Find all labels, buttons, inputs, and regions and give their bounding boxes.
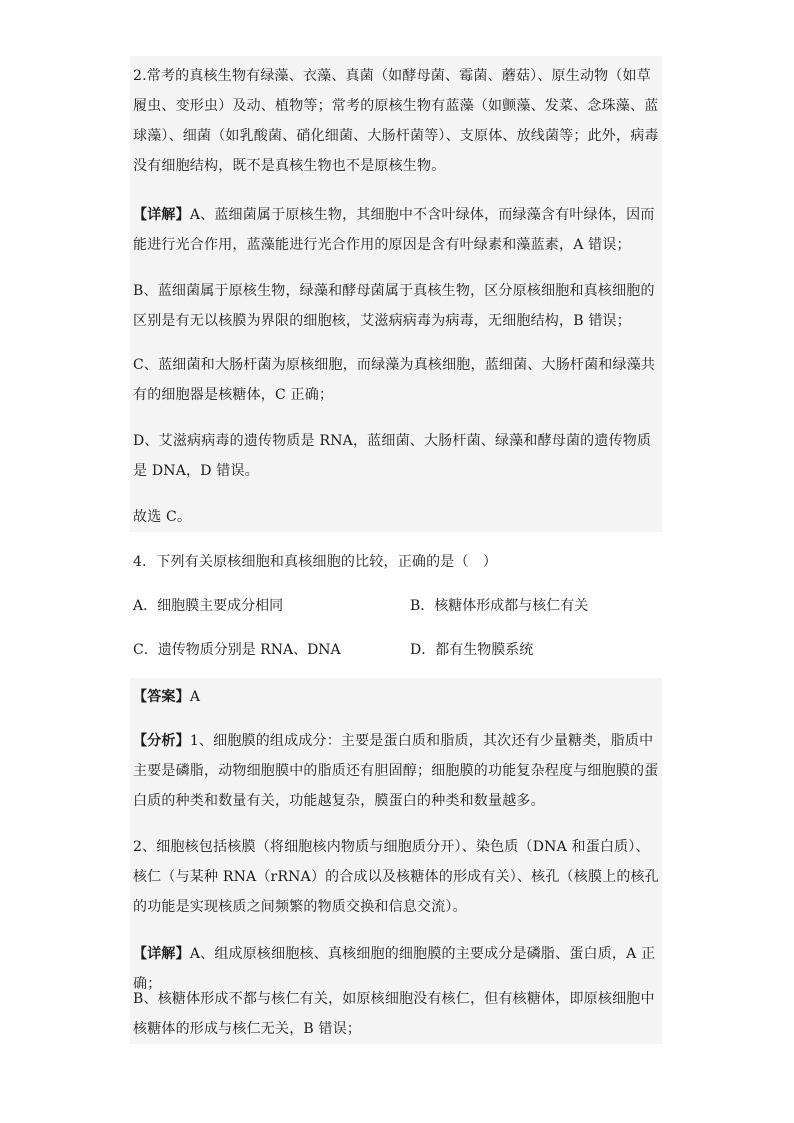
detail-a-paragraph [133, 200, 661, 260]
question-stem: 4．下列有关原核细胞和真核细胞的比较，正确的是（ ） [133, 554, 498, 570]
detail-c-paragraph: C、蓝细菌和大肠杆菌为原核细胞，而绿藻为真核细胞，蓝细菌、大肠杆菌和绿藻共有的细胞器是核糖体，C 正确； [133, 357, 656, 403]
option-b: B．核糖体形成都与核仁有关 [410, 598, 589, 614]
detail-d-paragraph: D、艾滋病病毒的遗传物质是 RNA，蓝细菌、大肠杆菌、绿藻和酵母菌的遗传物质是 DNA，D 错误。 [133, 433, 652, 479]
analysis-point-1 [133, 726, 661, 816]
option-c: C．遗传物质分别是 RNA、DNA [133, 642, 341, 658]
conclusion: 故选 C。 [133, 509, 192, 525]
answer-line [133, 682, 661, 712]
analysis-1-text: 1、细胞膜的组成成分：主要是蛋白质和脂质，其次还有少量糖类，脂质中主要是磷脂，动物细胞膜中的脂质还有胆固醇；细胞膜的功能复杂程度与细胞膜的蛋白质的种类和数量有关，功能越复杂，膜蛋白的种类和数量越多。 [133, 733, 659, 809]
detail-a-text-2: A、组成原核细胞核、真核细胞的细胞膜的主要成分是磷脂、蛋白质，A 正确； [133, 946, 656, 992]
answer-value: A [189, 689, 201, 705]
detail-tag: 【详解】 [133, 207, 190, 223]
answer-tag: 【答案】 [133, 689, 190, 705]
option-a: A．细胞膜主要成分相同 [133, 598, 284, 614]
detail-tag-2: 【详解】 [133, 946, 190, 962]
option-d: D．都有生物膜系统 [410, 642, 534, 658]
detail-b-paragraph-2: B、核糖体形成不都与核仁有关，如原核细胞没有核仁，但有核糖体，即原核细胞中核糖体的形成与核仁无关，B 错误； [133, 991, 655, 1037]
analysis-point-2: 2、细胞核包括核膜（将细胞核内物质与细胞质分开）、染色质（DNA 和蛋白质）、核仁（与某种 RNA（rRNA）的合成以及核糖体的形成有关）、核孔（核膜上的核孔的功能是实现核质之间频繁的物质交换和信息交流）。 [133, 839, 659, 915]
detail-a-text: A、蓝细菌属于原核生物，其细胞中不含叶绿体，而绿藻含有叶绿体，因而能进行光合作用，蓝藻能进行光合作用的原因是含有叶绿素和藻蓝素，A 错误； [133, 207, 655, 253]
intro-point-2: 2.常考的真核生物有绿藻、衣藻、真菌（如酵母菌、霉菌、蘑菇）、原生动物（如草履虫、变形虫）及动、植物等；常考的原核生物有蓝藻（如颤藻、发菜、念珠藻、蓝球藻）、细菌（如乳酸菌、硝化细菌、大肠杆菌等）、支原体、放线菌等；此外，病毒没有细胞结构，既不是真核生物也不是原核生物。 [133, 68, 659, 174]
analysis-tag: 【分析】 [133, 733, 190, 749]
detail-b-paragraph: B、蓝细菌属于原核生物，绿藻和酵母菌属于真核生物，区分原核细胞和真核细胞的区别是有无以核膜为界限的细胞核，艾滋病病毒为病毒，无细胞结构，B 错误； [133, 283, 655, 329]
